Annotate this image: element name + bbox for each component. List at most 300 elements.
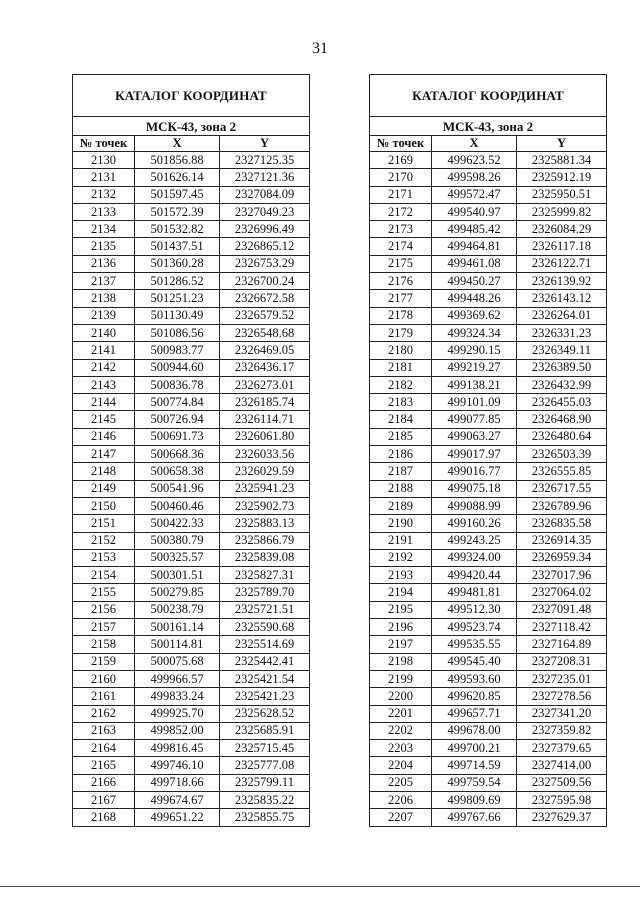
x-coordinate-cell: 499464.81	[432, 238, 517, 255]
table-row	[73, 515, 310, 532]
point-number-cell: 2175	[370, 255, 432, 272]
point-number-cell: 2186	[370, 446, 432, 463]
x-coordinate-cell: 499674.67	[135, 791, 220, 808]
table-row	[370, 688, 607, 705]
x-coordinate-cell: 501437.51	[135, 238, 220, 255]
table-row	[73, 238, 310, 255]
y-coordinate-cell: 2327278.56	[517, 688, 607, 705]
y-coordinate-cell: 2326029.59	[220, 463, 310, 480]
x-coordinate-cell: 500944.60	[135, 359, 220, 376]
x-coordinate-cell: 501286.52	[135, 273, 220, 290]
table-zone: МСК-43, зона 2	[73, 117, 310, 136]
table-row	[370, 359, 607, 376]
x-coordinate-cell: 499714.59	[432, 757, 517, 774]
point-number-cell: 2135	[73, 238, 135, 255]
y-coordinate-cell: 2326436.17	[220, 359, 310, 376]
point-number-cell: 2131	[73, 169, 135, 186]
point-number-cell: 2207	[370, 809, 432, 826]
table-row	[370, 169, 607, 186]
table-row	[370, 584, 607, 601]
table-row	[370, 428, 607, 445]
y-coordinate-cell: 2326061.80	[220, 428, 310, 445]
point-number-cell: 2144	[73, 394, 135, 411]
y-coordinate-cell: 2326139.92	[517, 273, 607, 290]
coordinate-table-right	[369, 74, 607, 827]
y-coordinate-cell: 2325789.70	[220, 584, 310, 601]
y-coordinate-cell: 2326914.35	[517, 532, 607, 549]
y-coordinate-cell: 2326432.99	[517, 376, 607, 393]
point-number-cell: 2193	[370, 567, 432, 584]
x-coordinate-cell: 500301.51	[135, 567, 220, 584]
y-coordinate-cell: 2326996.49	[220, 221, 310, 238]
table-row	[370, 532, 607, 549]
x-coordinate-cell: 499290.15	[432, 342, 517, 359]
point-number-cell: 2199	[370, 670, 432, 687]
x-coordinate-cell: 499767.66	[432, 809, 517, 826]
x-coordinate-cell: 499535.55	[432, 636, 517, 653]
y-coordinate-cell: 2326389.50	[517, 359, 607, 376]
x-coordinate-cell: 499718.66	[135, 774, 220, 791]
x-coordinate-cell: 500460.46	[135, 497, 220, 514]
column-header-point: № точек	[73, 136, 135, 152]
x-coordinate-cell: 500836.78	[135, 376, 220, 393]
x-coordinate-cell: 499160.26	[432, 515, 517, 532]
y-coordinate-cell: 2325685.91	[220, 722, 310, 739]
point-number-cell: 2206	[370, 791, 432, 808]
x-coordinate-cell: 499678.00	[432, 722, 517, 739]
table-row	[73, 532, 310, 549]
point-number-cell: 2183	[370, 394, 432, 411]
table-row	[73, 324, 310, 341]
x-coordinate-cell: 499369.62	[432, 307, 517, 324]
y-coordinate-cell: 2326469.05	[220, 342, 310, 359]
y-coordinate-cell: 2326264.01	[517, 307, 607, 324]
y-coordinate-cell: 2327084.09	[220, 186, 310, 203]
point-number-cell: 2162	[73, 705, 135, 722]
x-coordinate-cell: 499540.97	[432, 203, 517, 220]
y-coordinate-cell: 2327235.01	[517, 670, 607, 687]
table-row	[370, 376, 607, 393]
point-number-cell: 2163	[73, 722, 135, 739]
point-number-cell: 2141	[73, 342, 135, 359]
y-coordinate-cell: 2327125.35	[220, 152, 310, 169]
table-row	[370, 636, 607, 653]
x-coordinate-cell: 499448.26	[432, 290, 517, 307]
x-coordinate-cell: 499324.00	[432, 549, 517, 566]
y-coordinate-cell: 2325590.68	[220, 619, 310, 636]
y-coordinate-cell: 2326959.34	[517, 549, 607, 566]
point-number-cell: 2136	[73, 255, 135, 272]
table-row	[73, 203, 310, 220]
x-coordinate-cell: 499572.47	[432, 186, 517, 203]
y-coordinate-cell: 2325902.73	[220, 497, 310, 514]
x-coordinate-cell: 501532.82	[135, 221, 220, 238]
table-row	[370, 152, 607, 169]
x-coordinate-cell: 499833.24	[135, 688, 220, 705]
point-number-cell: 2149	[73, 480, 135, 497]
y-coordinate-cell: 2325628.52	[220, 705, 310, 722]
table-row	[73, 705, 310, 722]
point-number-cell: 2137	[73, 273, 135, 290]
point-number-cell: 2165	[73, 757, 135, 774]
table-row	[73, 636, 310, 653]
table-row	[370, 342, 607, 359]
y-coordinate-cell: 2326468.90	[517, 411, 607, 428]
y-coordinate-cell: 2327629.37	[517, 809, 607, 826]
coordinate-table-left	[72, 74, 310, 827]
point-number-cell: 2160	[73, 670, 135, 687]
y-coordinate-cell: 2326717.55	[517, 480, 607, 497]
y-coordinate-cell: 2327017.96	[517, 567, 607, 584]
y-coordinate-cell: 2325881.34	[517, 152, 607, 169]
table-row	[73, 774, 310, 791]
y-coordinate-cell: 2326185.74	[220, 394, 310, 411]
point-number-cell: 2148	[73, 463, 135, 480]
x-coordinate-cell: 499088.99	[432, 497, 517, 514]
y-coordinate-cell: 2325721.51	[220, 601, 310, 618]
table-row	[73, 619, 310, 636]
x-coordinate-cell: 501360.28	[135, 255, 220, 272]
y-coordinate-cell: 2326865.12	[220, 238, 310, 255]
point-number-cell: 2134	[73, 221, 135, 238]
table-row	[73, 359, 310, 376]
x-coordinate-cell: 500691.73	[135, 428, 220, 445]
point-number-cell: 2130	[73, 152, 135, 169]
y-coordinate-cell: 2327379.65	[517, 740, 607, 757]
table-row	[73, 653, 310, 670]
y-coordinate-cell: 2326143.12	[517, 290, 607, 307]
table-row	[73, 221, 310, 238]
table-row	[73, 757, 310, 774]
y-coordinate-cell: 2325421.54	[220, 670, 310, 687]
column-header-x: X	[135, 136, 220, 152]
y-coordinate-cell: 2327208.31	[517, 653, 607, 670]
table-zone: МСК-43, зона 2	[370, 117, 607, 136]
table-row	[370, 791, 607, 808]
y-coordinate-cell: 2325950.51	[517, 186, 607, 203]
point-number-cell: 2174	[370, 238, 432, 255]
x-coordinate-cell: 499077.85	[432, 411, 517, 428]
table-row	[73, 549, 310, 566]
y-coordinate-cell: 2326033.56	[220, 446, 310, 463]
point-number-cell: 2171	[370, 186, 432, 203]
y-coordinate-cell: 2325855.75	[220, 809, 310, 826]
column-header-point: № точек	[370, 136, 432, 152]
y-coordinate-cell: 2326349.11	[517, 342, 607, 359]
table-row	[73, 688, 310, 705]
table-row	[73, 255, 310, 272]
y-coordinate-cell: 2326672.58	[220, 290, 310, 307]
point-number-cell: 2176	[370, 273, 432, 290]
table-row	[370, 446, 607, 463]
x-coordinate-cell: 499657.71	[432, 705, 517, 722]
table-row	[370, 619, 607, 636]
x-coordinate-cell: 500774.84	[135, 394, 220, 411]
table-row	[73, 290, 310, 307]
point-number-cell: 2139	[73, 307, 135, 324]
x-coordinate-cell: 500114.81	[135, 636, 220, 653]
y-coordinate-cell: 2326114.71	[220, 411, 310, 428]
point-number-cell: 2164	[73, 740, 135, 757]
y-coordinate-cell: 2326789.96	[517, 497, 607, 514]
table-row	[370, 740, 607, 757]
x-coordinate-cell: 499545.40	[432, 653, 517, 670]
point-number-cell: 2187	[370, 463, 432, 480]
x-coordinate-cell: 499481.81	[432, 584, 517, 601]
point-number-cell: 2133	[73, 203, 135, 220]
x-coordinate-cell: 499700.21	[432, 740, 517, 757]
x-coordinate-cell: 500668.36	[135, 446, 220, 463]
x-coordinate-cell: 500658.38	[135, 463, 220, 480]
x-coordinate-cell: 500983.77	[135, 342, 220, 359]
point-number-cell: 2154	[73, 567, 135, 584]
point-number-cell: 2146	[73, 428, 135, 445]
table-row	[370, 497, 607, 514]
table-title: КАТАЛОГ КООРДИНАТ	[73, 75, 310, 117]
table-row	[73, 722, 310, 739]
point-number-cell: 2201	[370, 705, 432, 722]
point-number-cell: 2181	[370, 359, 432, 376]
point-number-cell: 2172	[370, 203, 432, 220]
table-row	[370, 255, 607, 272]
y-coordinate-cell: 2326548.68	[220, 324, 310, 341]
table-row	[73, 376, 310, 393]
point-number-cell: 2196	[370, 619, 432, 636]
table-row	[370, 238, 607, 255]
table-row	[370, 809, 607, 826]
y-coordinate-cell: 2327595.98	[517, 791, 607, 808]
point-number-cell: 2184	[370, 411, 432, 428]
point-number-cell: 2138	[73, 290, 135, 307]
x-coordinate-cell: 501086.56	[135, 324, 220, 341]
point-number-cell: 2188	[370, 480, 432, 497]
y-coordinate-cell: 2327121.36	[220, 169, 310, 186]
y-coordinate-cell: 2325839.08	[220, 549, 310, 566]
x-coordinate-cell: 499420.44	[432, 567, 517, 584]
y-coordinate-cell: 2325715.45	[220, 740, 310, 757]
x-coordinate-cell: 499623.52	[432, 152, 517, 169]
point-number-cell: 2159	[73, 653, 135, 670]
x-coordinate-cell: 499925.70	[135, 705, 220, 722]
point-number-cell: 2190	[370, 515, 432, 532]
x-coordinate-cell: 499461.08	[432, 255, 517, 272]
table-row	[370, 670, 607, 687]
table-row	[370, 549, 607, 566]
y-coordinate-cell: 2326503.39	[517, 446, 607, 463]
y-coordinate-cell: 2327341.20	[517, 705, 607, 722]
y-coordinate-cell: 2325799.11	[220, 774, 310, 791]
y-coordinate-cell: 2326331.23	[517, 324, 607, 341]
x-coordinate-cell: 499485.42	[432, 221, 517, 238]
point-number-cell: 2151	[73, 515, 135, 532]
x-coordinate-cell: 499966.57	[135, 670, 220, 687]
table-row	[73, 791, 310, 808]
y-coordinate-cell: 2326273.01	[220, 376, 310, 393]
x-coordinate-cell: 499016.77	[432, 463, 517, 480]
y-coordinate-cell: 2327164.89	[517, 636, 607, 653]
point-number-cell: 2191	[370, 532, 432, 549]
point-number-cell: 2203	[370, 740, 432, 757]
x-coordinate-cell: 500726.94	[135, 411, 220, 428]
table-row	[370, 515, 607, 532]
point-number-cell: 2192	[370, 549, 432, 566]
x-coordinate-cell: 501251.23	[135, 290, 220, 307]
table-row	[370, 290, 607, 307]
table-row	[73, 584, 310, 601]
x-coordinate-cell: 499852.00	[135, 722, 220, 739]
table-row	[73, 809, 310, 826]
y-coordinate-cell: 2327118.42	[517, 619, 607, 636]
x-coordinate-cell: 499651.22	[135, 809, 220, 826]
x-coordinate-cell: 499450.27	[432, 273, 517, 290]
y-coordinate-cell: 2327049.23	[220, 203, 310, 220]
y-coordinate-cell: 2325827.31	[220, 567, 310, 584]
y-coordinate-cell: 2325442.41	[220, 653, 310, 670]
x-coordinate-cell: 499324.34	[432, 324, 517, 341]
point-number-cell: 2200	[370, 688, 432, 705]
x-coordinate-cell: 499598.26	[432, 169, 517, 186]
table-row	[73, 342, 310, 359]
x-coordinate-cell: 499512.30	[432, 601, 517, 618]
point-number-cell: 2202	[370, 722, 432, 739]
column-header-y: Y	[220, 136, 310, 152]
y-coordinate-cell: 2325883.13	[220, 515, 310, 532]
table-row	[73, 480, 310, 497]
point-number-cell: 2195	[370, 601, 432, 618]
x-coordinate-cell: 500422.33	[135, 515, 220, 532]
point-number-cell: 2166	[73, 774, 135, 791]
y-coordinate-cell: 2327414.00	[517, 757, 607, 774]
y-coordinate-cell: 2326835.58	[517, 515, 607, 532]
y-coordinate-cell: 2326084.29	[517, 221, 607, 238]
x-coordinate-cell: 499243.25	[432, 532, 517, 549]
x-coordinate-cell: 500325.57	[135, 549, 220, 566]
table-row	[370, 463, 607, 480]
table-row	[370, 307, 607, 324]
table-row	[73, 428, 310, 445]
x-coordinate-cell: 500238.79	[135, 601, 220, 618]
x-coordinate-cell: 500075.68	[135, 653, 220, 670]
point-number-cell: 2169	[370, 152, 432, 169]
table-row	[370, 653, 607, 670]
table-row	[73, 567, 310, 584]
point-number-cell: 2158	[73, 636, 135, 653]
x-coordinate-cell: 500161.14	[135, 619, 220, 636]
table-row	[73, 670, 310, 687]
y-coordinate-cell: 2326579.52	[220, 307, 310, 324]
point-number-cell: 2189	[370, 497, 432, 514]
point-number-cell: 2177	[370, 290, 432, 307]
point-number-cell: 2152	[73, 532, 135, 549]
footer-divider	[0, 886, 640, 887]
table-row	[73, 169, 310, 186]
y-coordinate-cell: 2326753.29	[220, 255, 310, 272]
x-coordinate-cell: 501626.14	[135, 169, 220, 186]
point-number-cell: 2145	[73, 411, 135, 428]
point-number-cell: 2140	[73, 324, 135, 341]
point-number-cell: 2178	[370, 307, 432, 324]
point-number-cell: 2185	[370, 428, 432, 445]
x-coordinate-cell: 500380.79	[135, 532, 220, 549]
table-row	[73, 273, 310, 290]
point-number-cell: 2198	[370, 653, 432, 670]
point-number-cell: 2142	[73, 359, 135, 376]
y-coordinate-cell: 2325835.22	[220, 791, 310, 808]
x-coordinate-cell: 500541.96	[135, 480, 220, 497]
y-coordinate-cell: 2325866.79	[220, 532, 310, 549]
table-row	[370, 203, 607, 220]
x-coordinate-cell: 501572.39	[135, 203, 220, 220]
table-row	[73, 152, 310, 169]
x-coordinate-cell: 499017.97	[432, 446, 517, 463]
column-header-x: X	[432, 136, 517, 152]
x-coordinate-cell: 499816.45	[135, 740, 220, 757]
point-number-cell: 2179	[370, 324, 432, 341]
x-coordinate-cell: 500279.85	[135, 584, 220, 601]
table-row	[73, 601, 310, 618]
point-number-cell: 2132	[73, 186, 135, 203]
x-coordinate-cell: 499809.69	[432, 791, 517, 808]
table-row	[370, 186, 607, 203]
point-number-cell: 2161	[73, 688, 135, 705]
point-number-cell: 2155	[73, 584, 135, 601]
x-coordinate-cell: 499063.27	[432, 428, 517, 445]
x-coordinate-cell: 499620.85	[432, 688, 517, 705]
point-number-cell: 2205	[370, 774, 432, 791]
point-number-cell: 2167	[73, 791, 135, 808]
table-row	[370, 221, 607, 238]
table-row	[370, 480, 607, 497]
table-row	[73, 740, 310, 757]
point-number-cell: 2170	[370, 169, 432, 186]
table-row	[370, 757, 607, 774]
table-row	[370, 324, 607, 341]
table-row	[73, 497, 310, 514]
table-row	[73, 411, 310, 428]
table-row	[73, 463, 310, 480]
table-row	[370, 411, 607, 428]
y-coordinate-cell: 2325999.82	[517, 203, 607, 220]
point-number-cell: 2180	[370, 342, 432, 359]
point-number-cell: 2168	[73, 809, 135, 826]
x-coordinate-cell: 501130.49	[135, 307, 220, 324]
y-coordinate-cell: 2326555.85	[517, 463, 607, 480]
table-row	[370, 273, 607, 290]
x-coordinate-cell: 499593.60	[432, 670, 517, 687]
table-row	[370, 722, 607, 739]
y-coordinate-cell: 2325421.23	[220, 688, 310, 705]
x-coordinate-cell: 499523.74	[432, 619, 517, 636]
point-number-cell: 2157	[73, 619, 135, 636]
point-number-cell: 2197	[370, 636, 432, 653]
table-row	[370, 774, 607, 791]
table-row	[370, 567, 607, 584]
table-row	[370, 705, 607, 722]
point-number-cell: 2153	[73, 549, 135, 566]
x-coordinate-cell: 499746.10	[135, 757, 220, 774]
y-coordinate-cell: 2325912.19	[517, 169, 607, 186]
x-coordinate-cell: 499075.18	[432, 480, 517, 497]
y-coordinate-cell: 2327091.48	[517, 601, 607, 618]
point-number-cell: 2194	[370, 584, 432, 601]
point-number-cell: 2156	[73, 601, 135, 618]
y-coordinate-cell: 2326700.24	[220, 273, 310, 290]
x-coordinate-cell: 501597.45	[135, 186, 220, 203]
x-coordinate-cell: 499101.09	[432, 394, 517, 411]
x-coordinate-cell: 499138.21	[432, 376, 517, 393]
point-number-cell: 2150	[73, 497, 135, 514]
point-number-cell: 2182	[370, 376, 432, 393]
